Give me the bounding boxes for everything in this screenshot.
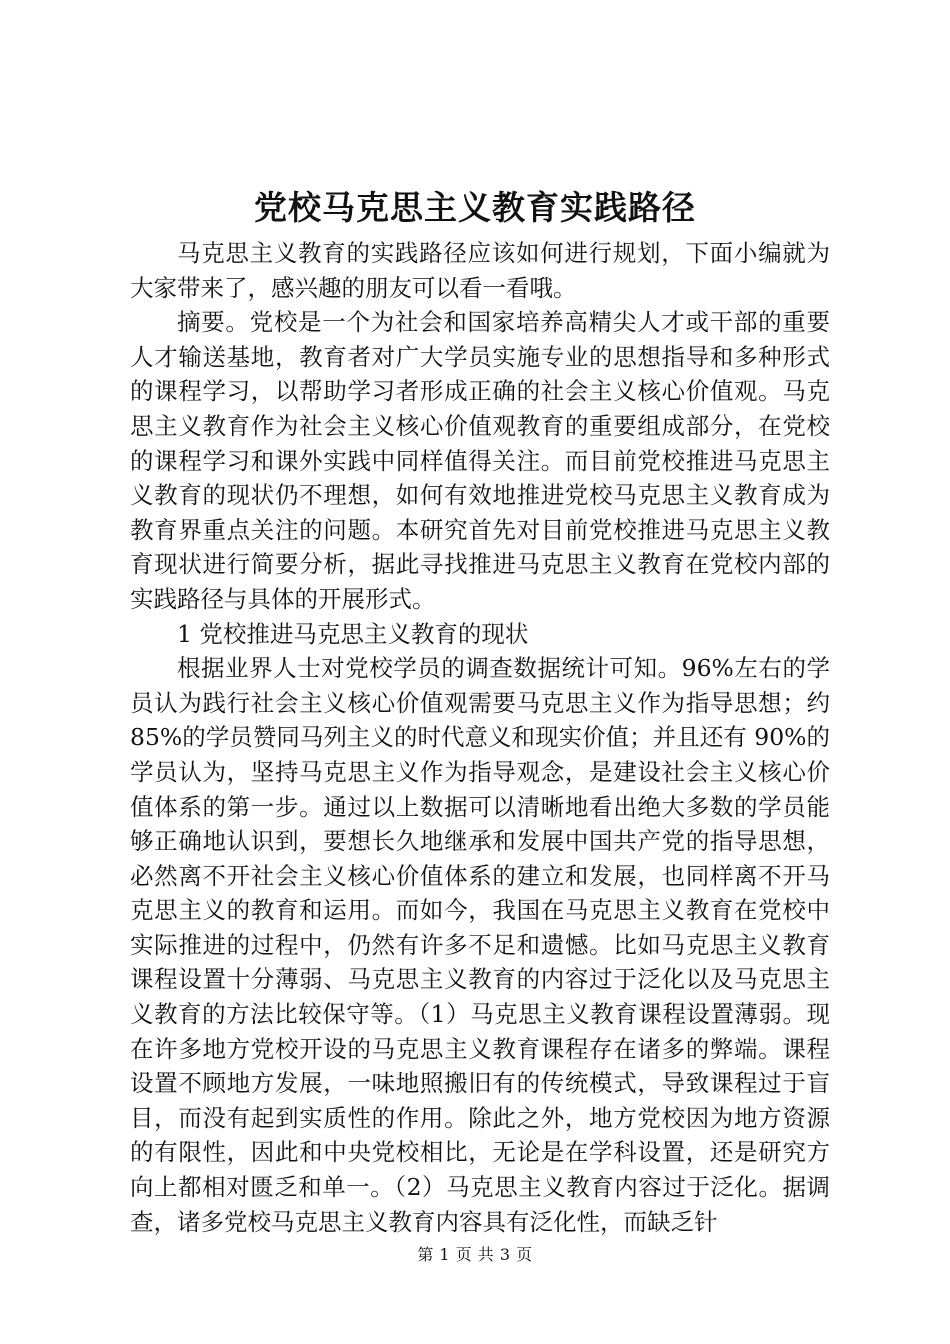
document-body (130, 236, 830, 1239)
section-heading: 1 党校推进马克思主义教育的现状 (177, 619, 529, 648)
document-title: 党校马克思主义教育实践路径 (254, 188, 696, 227)
page-number-footer: 第 1 页 共 3 页 (417, 1245, 533, 1264)
intro-paragraph: 马克思主义教育的实践路径应该如何进行规划，下面小编就为大家带来了，感兴趣的朋友可以看一看哦。 (130, 239, 830, 302)
abstract-paragraph: 摘要。党校是一个为社会和国家培养高精尖人才或干部的重要人才输送基地，教育者对广大学员实施专业的思想指导和多种形式的课程学习，以帮助学习者形成正确的社会主义核心价值观。马克思主义教育作为社会主义核心价值观教育的重要组成部分，在党校的课程学习和课外实践中同样值得关注。而目前党校推进马克思主义教育的现状仍不理想，如何有效地推进党校马克思主义教育成为教育界重点关注的问题。本研究首先对目前党校推进马克思主义教育现状进行简要分析，据此寻找推进马克思主义教育在党校内部的实践路径与具体的开展形式。 (130, 308, 830, 613)
section-paragraph: 根据业界人士对党校学员的调查数据统计可知。96%左右的学员认为践行社会主义核心价值观需要马克思主义作为指导思想；约 85%的学员赞同马列主义的时代意义和现实价值；并且还有 90%的学员认为，坚持马克思主义作为指导观念，是建设社会主义核心价值体系的第一步。通过以上数据可以清晰地看出绝大多数的学员能够正确地认识到，要想长久地继承和发展中国共产党的指导思想，必然离不开社会主义核心价值体系的建立和发展，也同样离不开马克思主义的教育和运用。而如今，我国在马克思主义教育在党校中实际推进的过程中，仍然有许多不足和遗憾。比如马克思主义教育课程设置十分薄弱、马克思主义教育的内容过于泛化以及马克思主义教育的方法比较保守等。（1）马克思主义教育课程设置薄弱。现在许多地方党校开设的马克思主义教育课程存在诸多的弊端。课程设置不顾地方发展，一味地照搬旧有的传统模式，导致课程过于盲目，而没有起到实质性的作用。除此之外，地方党校因为地方资源的有限性，因此和中央党校相比，无论是在学科设置，还是研究方向上都相对匮乏和单一。（2）马克思主义教育内容过于泛化。据调查，诸多党校马克思主义教育内容具有泛化性，而缺乏针 (130, 654, 830, 1236)
